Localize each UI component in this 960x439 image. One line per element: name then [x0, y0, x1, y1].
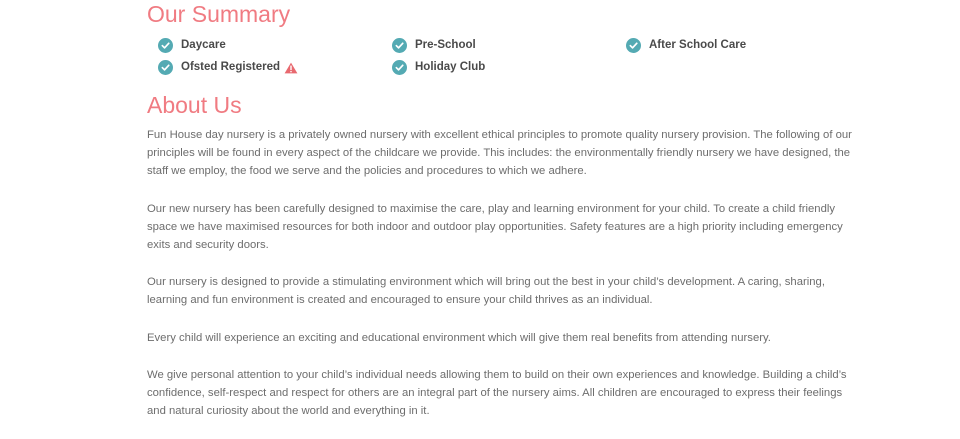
about-paragraph: Fun House day nursery is a privately owned nursery with excellent ethical principles to promote quality nursery provision. The following of our principles will be found in every aspect of the childcare we provide. This includes: the environmentally friendly nursery we have designed, the staff we employ, the food we serve and the policies and procedures to which we adhere. [147, 129, 852, 178]
summary-item-after-school-care [626, 37, 746, 53]
summary-item-label: Holiday Club [415, 61, 486, 73]
summary-heading: Our Summary [147, 1, 291, 27]
about-paragraph: Our new nursery has been carefully designed to maximise the care, play and learning environment for your child. To create a child friendly space we have maximised resources for both indoor and outdoor play opportunities. Safety features are a high priority including emergency exits and security doors. [147, 202, 843, 252]
summary-item-pre-school [392, 37, 476, 53]
check-circle-icon [626, 38, 641, 53]
summary-item-label: Ofsted Registered [181, 61, 281, 73]
check-circle-icon [392, 38, 407, 53]
summary-item-label: Pre-School [415, 39, 476, 51]
summary-list [158, 37, 858, 81]
summary-item-daycare [158, 37, 226, 53]
summary-item-ofsted-registered [158, 59, 298, 75]
about-paragraph: Every child will experience an exciting and educational environment which will give them real benefits from attending nursery. [147, 331, 771, 344]
about-paragraph: We give personal attention to your child’s individual needs allowing them to build on their own experiences and knowledge. Building a child’s confidence, self-respect and respect for others are an integral part of the nursery aims. All children are encouraged to express their feelings and natural curiosity about the world and everything in it. [147, 368, 847, 418]
about-paragraph: Our nursery is designed to provide a stimulating environment which will bring out the best in your child’s development. A caring, sharing, learning and fun environment is created and encouraged to ensure your child thrives as an individual. [147, 276, 825, 307]
about-body [147, 126, 859, 439]
check-circle-icon [158, 60, 173, 75]
check-circle-icon [392, 60, 407, 75]
warning-triangle-icon[interactable] [284, 61, 298, 73]
check-circle-icon [158, 38, 173, 53]
summary-item-label: Daycare [181, 39, 226, 51]
summary-item-label: After School Care [649, 39, 747, 51]
about-heading: About Us [147, 92, 242, 118]
summary-item-holiday-club [392, 59, 485, 75]
